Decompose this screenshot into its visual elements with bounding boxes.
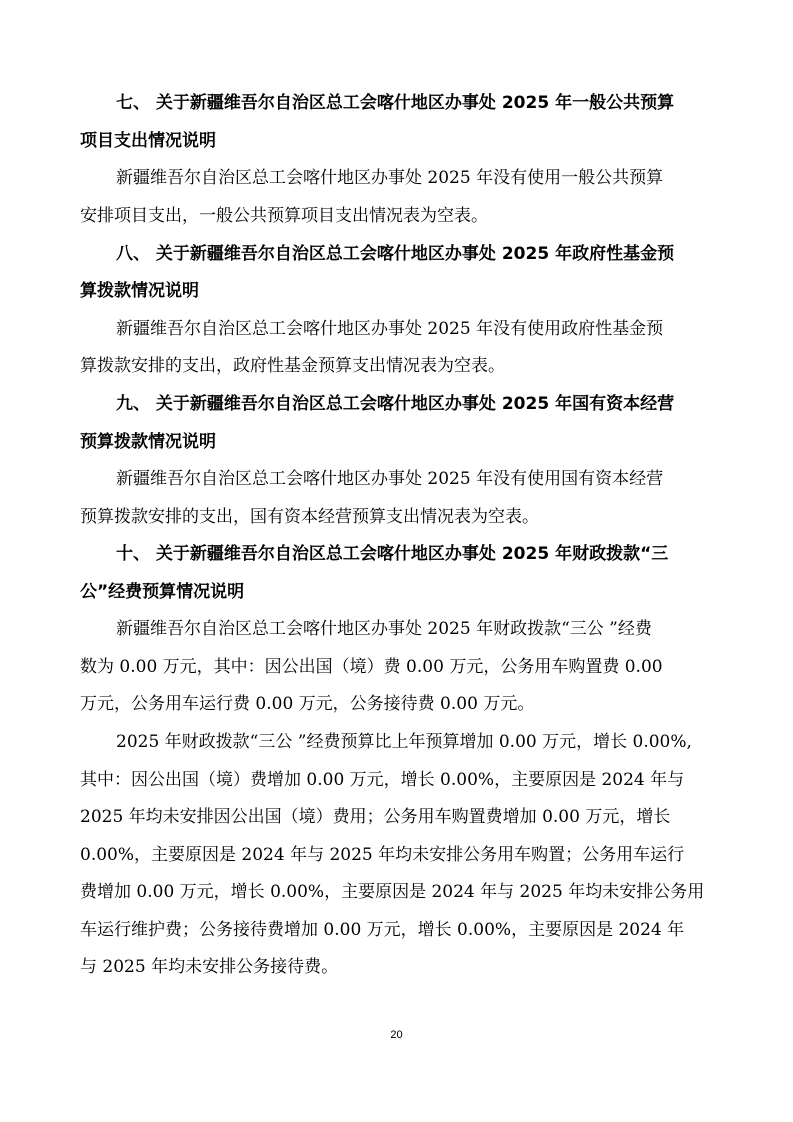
section-9-body-line-1: 新疆维吾尔自治区总工会喀什地区办事处 2025 年没有使用国有资本经营 [116,469,664,489]
section-10-heading-line-2: 公”经费预算情况说明 [80,582,245,602]
section-9-heading-line-1: 九、 关于新疆维吾尔自治区总工会喀什地区办事处 2025 年国有资本经营 [116,394,675,414]
section-10-body2-line-6: 车运行维护费；公务接待费增加 0.00 万元，增长 0.00%，主要原因是 2024 年 [80,920,685,940]
section-10-body2-line-5: 费增加 0.00 万元，增长 0.00%，主要原因是 2024 年与 2025 年均未安排公务用 [80,882,705,902]
section-8-heading-line-1: 八、 关于新疆维吾尔自治区总工会喀什地区办事处 2025 年政府性基金预 [116,244,675,264]
section-10-body-line-1: 新疆维吾尔自治区总工会喀什地区办事处 2025 年财政拨款“三公 ”经费 [116,619,652,639]
section-8-body-line-2: 算拨款安排的支出，政府性基金预算支出情况表为空表。 [80,356,505,376]
section-10-body-line-3: 万元，公务用车运行费 0.00 万元，公务接待费 0.00 万元。 [80,694,535,714]
section-9-heading-line-2: 预算拨款情况说明 [80,432,216,452]
section-10-body2-line-3: 2025 年均未安排因公出国（境）费用；公务用车购置费增加 0.00 万元，增长 [80,807,671,827]
section-10-heading-line-1: 十、 关于新疆维吾尔自治区总工会喀什地区办事处 2025 年财政拨款“三 [116,544,669,564]
section-10-body-line-2: 数为 0.00 万元，其中：因公出国（境）费 0.00 万元，公务用车购置费 0.00 [80,657,663,677]
section-9-body-line-2: 预算拨款安排的支出，国有资本经营预算支出情况表为空表。 [80,507,539,527]
section-10-body2-line-2: 其中：因公出国（境）费增加 0.00 万元，增长 0.00%，主要原因是 2024 年与 [80,770,685,790]
section-10-body2-line-7: 与 2025 年均未安排公务接待费。 [80,957,339,977]
section-10-body2-line-1: 2025 年财政拨款“三公 ”经费预算比上年预算增加 0.00 万元，增长 0.00%, [116,732,692,752]
section-7-body-line-1: 新疆维吾尔自治区总工会喀什地区办事处 2025 年没有使用一般公共预算 [116,168,664,188]
section-10-body2-line-4: 0.00%，主要原因是 2024 年与 2025 年均未安排公务用车购置；公务用车运行 [80,845,685,865]
section-7-body-line-2: 安排项目支出，一般公共预算项目支出情况表为空表。 [80,206,488,226]
section-7-heading-line-2: 项目支出情况说明 [80,131,216,151]
section-8-heading-line-2: 算拨款情况说明 [80,281,199,301]
section-7-heading-line-1: 七、 关于新疆维吾尔自治区总工会喀什地区办事处 2025 年一般公共预算 [116,93,675,113]
page-number: 20 [390,1029,403,1041]
section-8-body-line-1: 新疆维吾尔自治区总工会喀什地区办事处 2025 年没有使用政府性基金预 [116,319,664,339]
